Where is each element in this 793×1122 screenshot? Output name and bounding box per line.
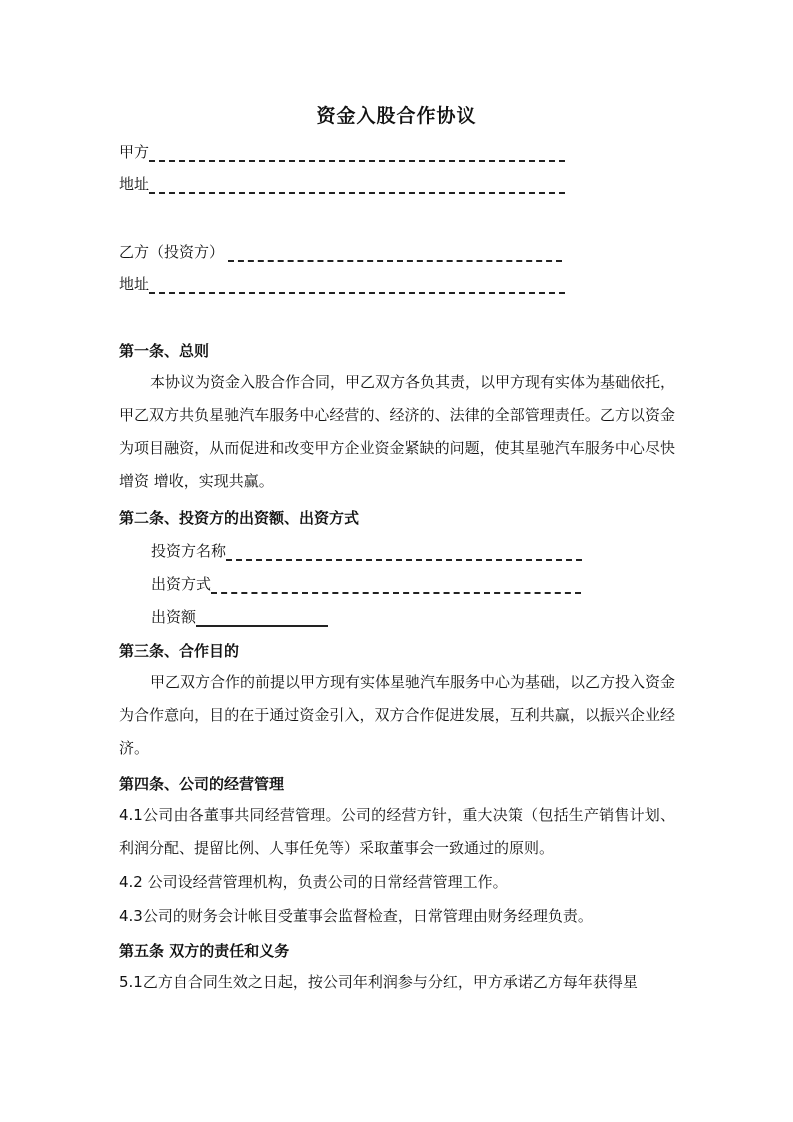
- party-a-address-label: 地址: [119, 175, 150, 193]
- investor-name-line: [151, 541, 582, 561]
- article-4-clause-3: 4.3公司的财务会计帐目受董事会监督检查，日常管理由财务经理负责。: [119, 907, 593, 925]
- investment-amount-label: 出资额: [151, 608, 197, 626]
- investment-method-blank[interactable]: [211, 574, 581, 594]
- article-4-heading: 第四条、公司的经营管理: [119, 775, 285, 793]
- party-b-address-label: 地址: [119, 275, 150, 293]
- party-b-address-blank[interactable]: [149, 274, 565, 294]
- article-5-clause-1: 5.1乙方自合同生效之日起，按公司年利润参与分红，甲方承诺乙方每年获得星: [119, 973, 638, 991]
- article-3-body: 甲乙双方合作的前提以甲方现有实体星驰汽车服务中心为基础，以乙方投入资金为合作意向，目的在于通过资金引入，双方合作促进发展，互利共赢，以振兴企业经济。: [119, 673, 676, 757]
- party-a-address-blank[interactable]: [149, 174, 565, 194]
- article-2-heading: 第二条、投资方的出资额、出资方式: [119, 509, 360, 527]
- investment-amount-blank[interactable]: [196, 607, 328, 627]
- investor-name-blank[interactable]: [226, 541, 582, 561]
- party-b-line: [119, 242, 562, 262]
- investment-amount-line: [151, 607, 328, 627]
- article-4-clause-1: 4.1公司由各董事共同经营管理。公司的经营方针，重大决策（包括生产销售计划、利润分配、提留比例、人事任免等）采取董事会一致通过的原则。: [119, 806, 675, 857]
- article-3-heading: 第三条、合作目的: [119, 642, 240, 660]
- party-b-label: 乙方（投资方）: [119, 243, 225, 261]
- article-1-heading: 第一条、总则: [119, 342, 210, 360]
- party-a-label: 甲方: [119, 143, 150, 161]
- party-b-blank[interactable]: [228, 242, 562, 262]
- article-1-body: 本协议为资金入股合作合同，甲乙双方各负其责，以甲方现有实体为基础依托，甲乙双方共负星驰汽车服务中心经营的、经济的、法律的全部管理责任。乙方以资金为项目融资，从而促进和改变甲方企业资金紧缺的问题，使其星驰汽车服务中心尽快增资 增收，实现共赢。: [119, 373, 676, 490]
- investor-name-label: 投资方名称: [151, 542, 227, 560]
- party-a-line: [119, 142, 565, 162]
- party-b-address-line: [119, 274, 565, 294]
- investment-method-label: 出资方式: [151, 575, 212, 593]
- party-a-blank[interactable]: [149, 142, 565, 162]
- article-4-clause-2: 4.2 公司设经营管理机构，负责公司的日常经营管理工作。: [119, 873, 508, 891]
- investment-method-line: [151, 574, 581, 594]
- party-a-address-line: [119, 174, 565, 194]
- page-title: 资金入股合作协议: [316, 105, 477, 127]
- article-5-heading: 第五条 双方的责任和义务: [119, 942, 290, 960]
